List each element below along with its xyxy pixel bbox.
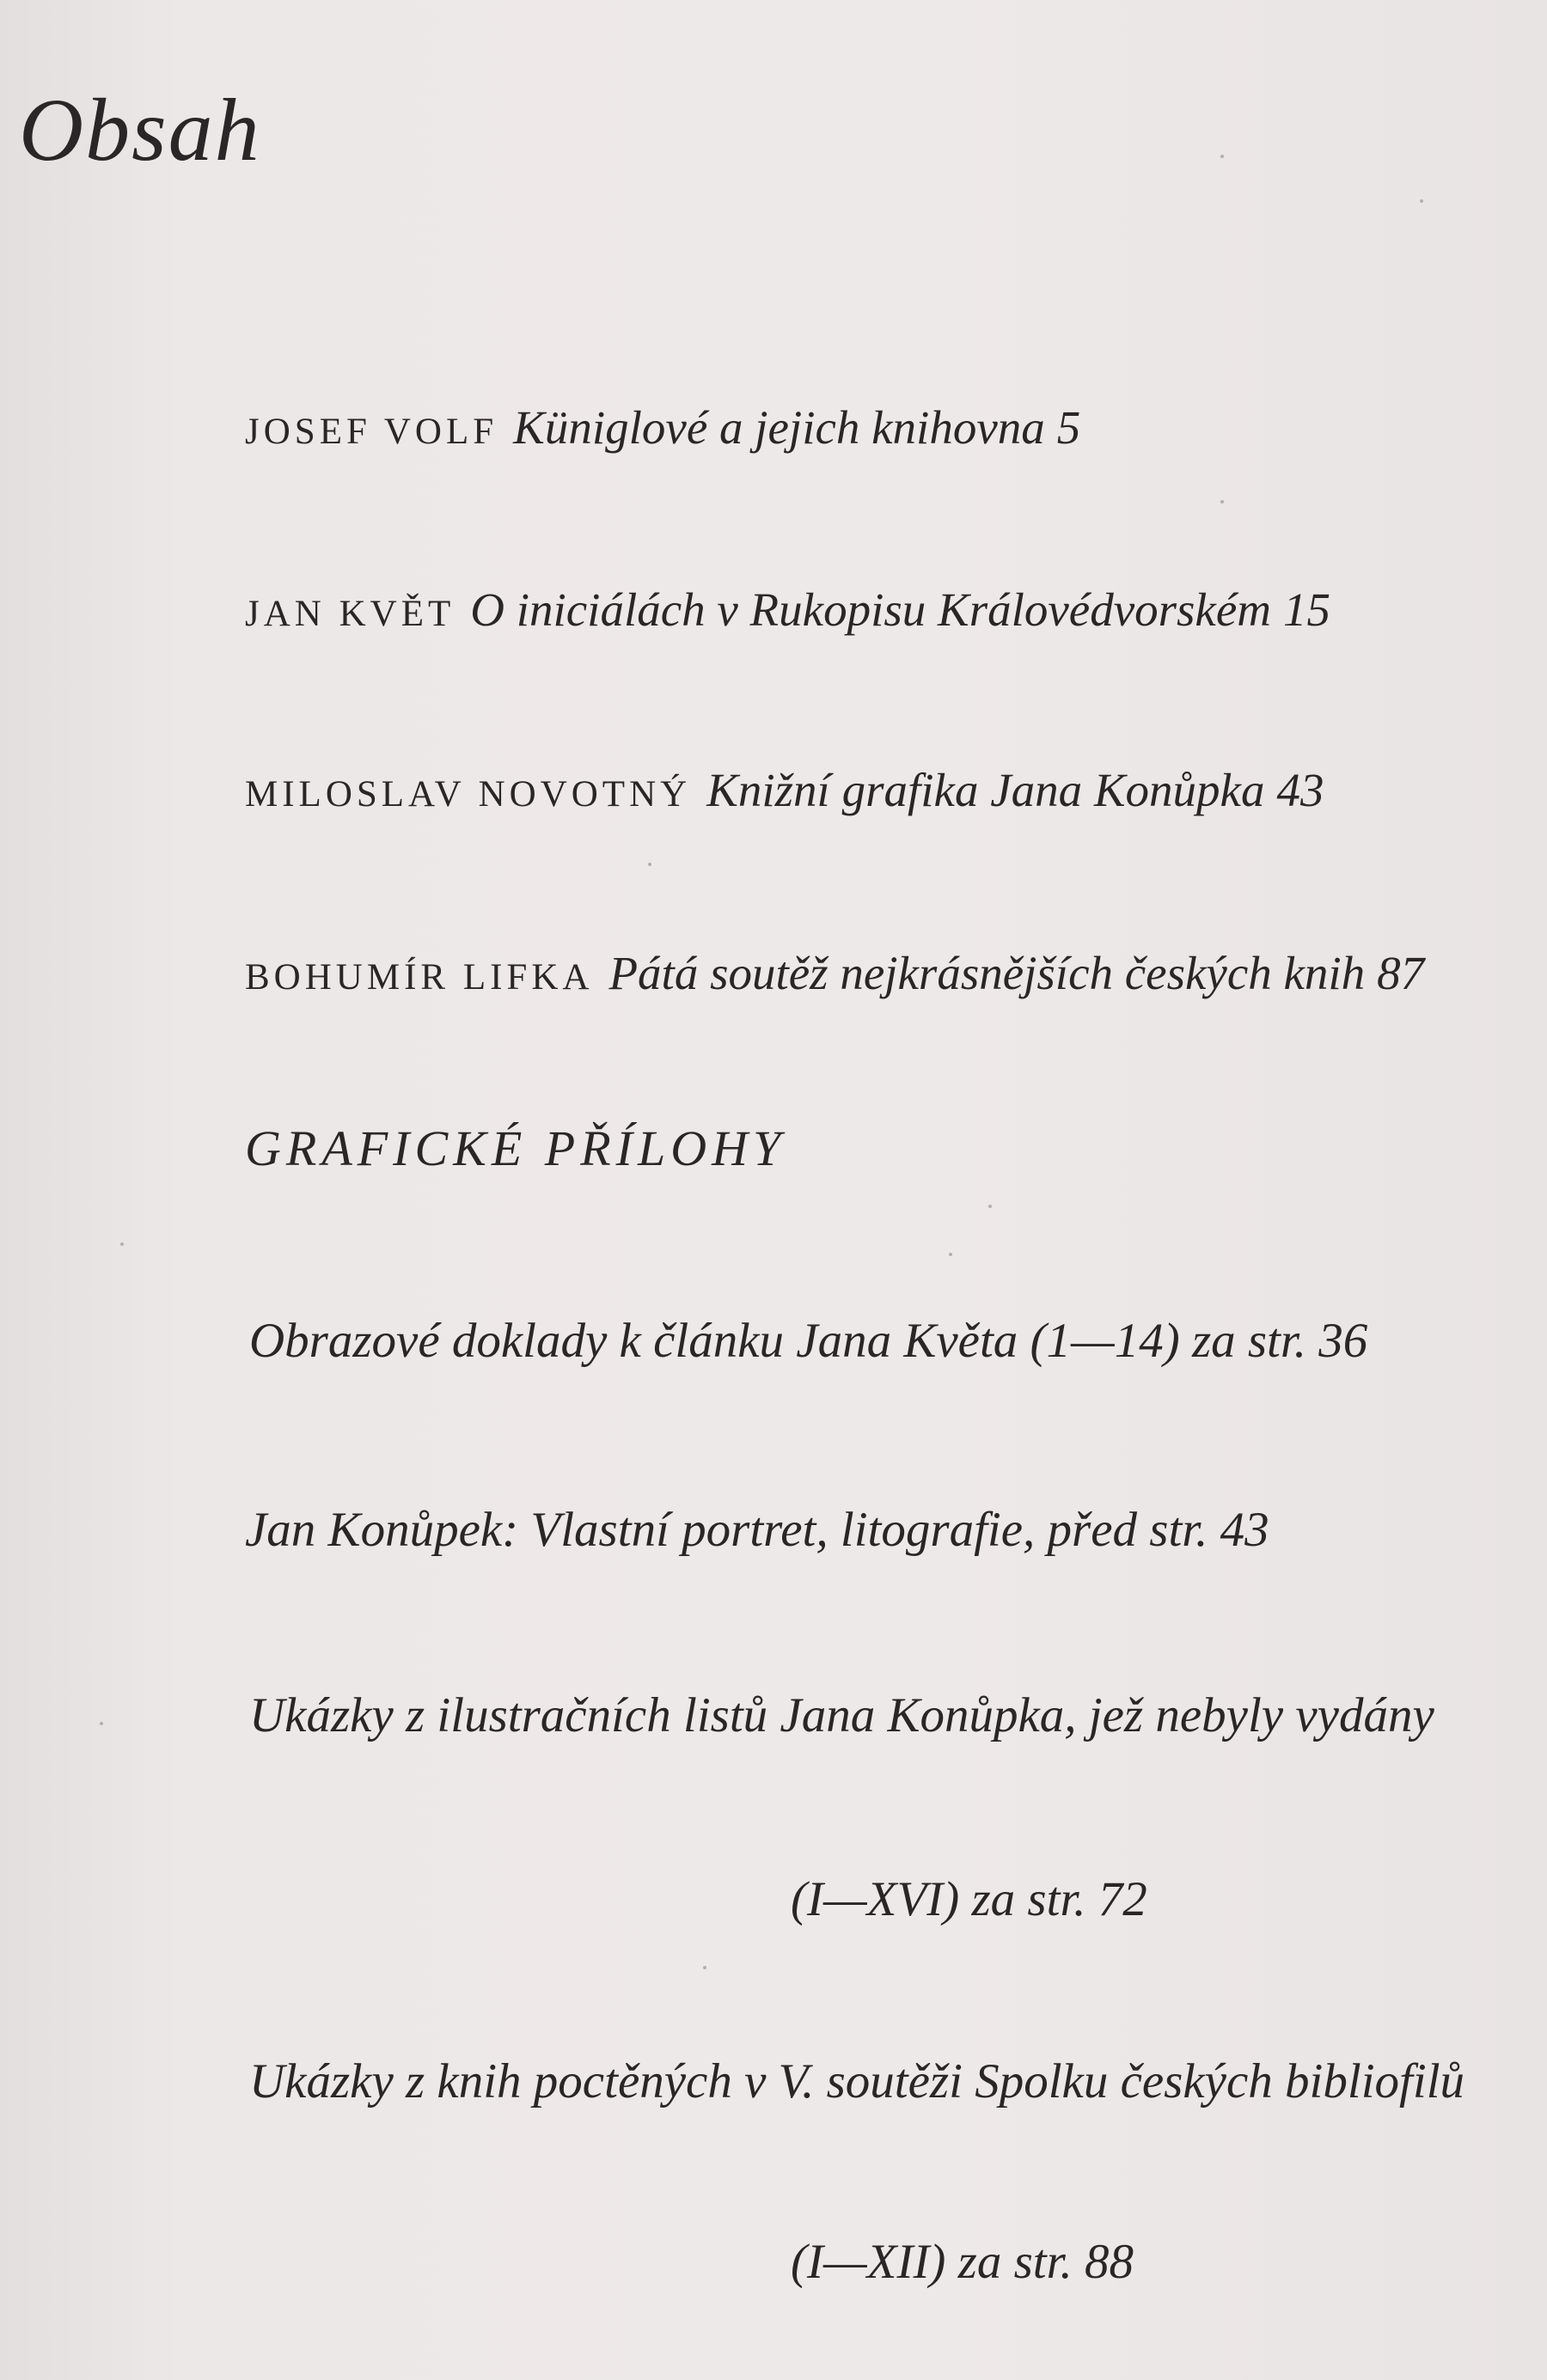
toc-entry bbox=[245, 401, 1081, 454]
paper-speck bbox=[988, 1205, 992, 1208]
paper-speck bbox=[703, 1966, 706, 1969]
toc-author: JOSEF VOLF bbox=[245, 412, 498, 452]
paper-speck bbox=[1220, 500, 1224, 503]
toc-entry bbox=[245, 583, 1330, 636]
plate-item-continuation: (I—XVI) za str. 72 bbox=[791, 1872, 1147, 1926]
paper-speck bbox=[1420, 199, 1423, 203]
paper-speck bbox=[648, 863, 651, 866]
plate-item: Ukázky z ilustračních listů Jana Konůpka, jež nebyly vydány bbox=[249, 1688, 1434, 1742]
paper-speck bbox=[100, 1722, 103, 1725]
toc-work-title: O iniciálách v Rukopisu Královédvorském bbox=[470, 583, 1271, 636]
toc-author: JAN KVĚT bbox=[245, 594, 456, 634]
plate-item-continuation: (I—XII) za str. 88 bbox=[791, 2235, 1134, 2289]
toc-author: MILOSLAV NOVOTNÝ bbox=[245, 774, 692, 815]
toc-author: BOHUMÍR LIFKA bbox=[245, 957, 594, 998]
toc-page-number: 15 bbox=[1282, 583, 1330, 636]
toc-work-title: Pátá soutěž nejkrásnějších českých knih bbox=[608, 947, 1366, 999]
toc-page-number: 43 bbox=[1276, 764, 1324, 816]
paper-speck bbox=[120, 1242, 124, 1246]
toc-page-number: 87 bbox=[1377, 947, 1425, 999]
plate-item: Jan Konůpek: Vlastní portret, litografie, před str. 43 bbox=[245, 1503, 1269, 1557]
plate-item: Obrazové doklady k článku Jana Květa (1—14) za str. 36 bbox=[249, 1314, 1368, 1368]
page-title: Obsah bbox=[19, 81, 261, 180]
plate-item: Ukázky z knih poctěných v V. soutěži Spolku českých bibliofilů bbox=[249, 2054, 1465, 2108]
toc-work-title: Knižní grafika Jana Konůpka bbox=[706, 764, 1265, 816]
toc-work-title: Küniglové a jejich knihovna bbox=[513, 401, 1045, 454]
toc-page-number: 5 bbox=[1056, 401, 1081, 454]
paper-speck bbox=[1220, 155, 1224, 158]
section-heading: GRAFICKÉ PŘÍLOHY bbox=[245, 1120, 786, 1176]
toc-entry bbox=[245, 949, 1424, 997]
paper-speck bbox=[949, 1253, 952, 1256]
toc-entry bbox=[245, 766, 1324, 814]
